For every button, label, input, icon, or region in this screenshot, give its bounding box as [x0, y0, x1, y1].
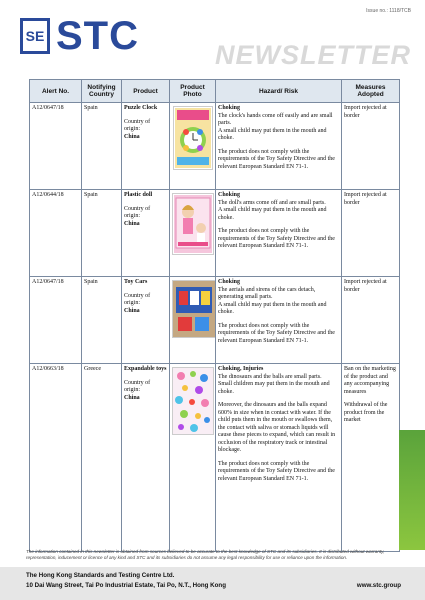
footer-url[interactable]: www.stc.group — [356, 582, 401, 589]
hazard-title: Choking — [218, 192, 241, 198]
alert-no: A12/0647/18 — [30, 103, 82, 190]
issue-number: Issue no.: 1118/TCB — [366, 8, 411, 14]
hazard-text: The doll's arms come off and are small parts. — [218, 199, 326, 206]
stc-logo-text: STC — [56, 14, 139, 58]
measures: Import rejected at border — [342, 190, 400, 277]
alert-no: A12/0663/18 — [30, 364, 82, 552]
origin-label: Country of origin: — [124, 118, 151, 132]
photo-cell — [170, 103, 216, 190]
product-name: Expandable toys — [124, 366, 167, 372]
hazard-title: Choking — [218, 279, 241, 285]
product-cell — [122, 103, 170, 190]
measures-cell — [342, 364, 400, 552]
hazard-text: The clock's hands come off easily and are small parts. — [218, 112, 333, 126]
decorative-green-bar — [399, 430, 425, 550]
col-country: Notifying Country — [82, 80, 122, 103]
hazard-compliance: The product does not comply with the requirements of the Toy Safety Directive and the relevant European Standard EN 71-1. — [218, 228, 335, 249]
hazard-text: A small child may put them in the mouth and choke. — [218, 301, 327, 315]
origin-value: China — [124, 307, 140, 314]
photo-cell — [170, 277, 216, 364]
footer-company: The Hong Kong Standards and Testing Centre Ltd. — [26, 572, 175, 579]
table-row — [30, 190, 400, 277]
table-row — [30, 364, 400, 552]
alerts-table — [29, 79, 400, 552]
hazard-text: A small child may put them in the mouth and choke. — [218, 127, 327, 141]
product-cell — [122, 190, 170, 277]
table-header-row — [30, 80, 400, 103]
hazard-title: Choking — [218, 105, 241, 111]
hazard-cell — [216, 364, 342, 552]
hazard-text: Small children may put them in the mouth and choke. — [218, 381, 330, 395]
stc-logo-mark — [20, 18, 50, 54]
photo-cell — [170, 364, 216, 552]
measures: Ban on the marketing of the product and any accompanying measures — [344, 366, 396, 395]
photo-cell — [170, 190, 216, 277]
hazard-text: Moreover, the dinosaurs and the balls expand 600% in size when in contact with water. If the child puts them in the mouth or swallows them, the contact with saliva or stomach liquids will cause these pieces to expand, which can result in occlusion of the respiratory track or intestinal blockage. — [218, 402, 336, 453]
measures: Withdrawal of the product from the market — [344, 402, 388, 423]
hazard-title: Choking, Injuries — [218, 366, 264, 372]
disclaimer: The information contained in this newsletter is obtained from sources believed to be accurate to the best knowledge of STC and its subsidiaries. It is distributed without warranty, representation, inducement or licence of any kind and STC and its subsidiaries do not assume any legal responsibility for use or reliance upon the information. — [26, 549, 385, 560]
table-row — [30, 103, 400, 190]
hazard-cell — [216, 277, 342, 364]
country: Spain — [82, 103, 122, 190]
hazard-compliance: The product does not comply with the requirements of the Toy Safety Directive and the relevant European Standard EN 71-1. — [218, 322, 335, 344]
logo-mark-text: SE — [25, 28, 45, 44]
origin-label: Country of origin: — [124, 379, 151, 393]
hazard-compliance: The product does not comply with the requirements of the Toy Safety Directive and the relevant European Standard EN 71-1. — [218, 148, 335, 170]
measures: Import rejected at border — [342, 277, 400, 364]
doll-photo — [172, 193, 214, 255]
newsletter-title: NEWSLETTER — [215, 40, 411, 70]
col-measures: Measures Adopted — [342, 80, 400, 103]
product-name: Puzzle Clock — [124, 105, 158, 111]
product-cell — [122, 277, 170, 364]
col-product: Product — [122, 80, 170, 103]
hazard-cell — [216, 103, 342, 190]
col-hazard: Hazard/ Risk — [216, 80, 342, 103]
origin-label: Country of origin: — [124, 205, 151, 219]
alert-no: A12/0644/18 — [30, 190, 82, 277]
expandable-toys-photo — [172, 367, 214, 435]
country: Greece — [82, 364, 122, 552]
origin-label: Country of origin: — [124, 292, 151, 306]
toy-cars-photo — [172, 280, 216, 338]
hazard-cell — [216, 190, 342, 277]
col-alert-no: Alert No. — [30, 80, 82, 103]
origin-value: China — [124, 220, 140, 227]
hazard-text: The dinosaurs and the balls are small parts. — [218, 373, 322, 380]
hazard-text: A small child may put them in the mouth and choke. — [218, 207, 327, 221]
col-photo: Product Photo — [170, 80, 216, 103]
puzzle-clock-photo — [173, 106, 213, 170]
product-name: Toy Cars — [124, 279, 148, 285]
measures: Import rejected at border — [342, 103, 400, 190]
country: Spain — [82, 277, 122, 364]
country: Spain — [82, 190, 122, 277]
origin-value: China — [124, 133, 140, 140]
product-cell — [122, 364, 170, 552]
table-row — [30, 277, 400, 364]
footer-address: 10 Dai Wang Street, Tai Po Industrial Estate, Tai Po, N.T., Hong Kong — [26, 582, 226, 589]
newsletter-header — [0, 0, 425, 75]
hazard-text: The aerials and sirens of the cars detach, generating small parts. — [218, 286, 316, 300]
alert-no: A12/0647/18 — [30, 277, 82, 364]
hazard-compliance: The product does not comply with the requirements of the Toy Safety Directive and the relevant European Standard EN 71-1. — [218, 460, 335, 482]
product-name: Plastic doll — [124, 192, 153, 198]
origin-value: China — [124, 394, 140, 401]
